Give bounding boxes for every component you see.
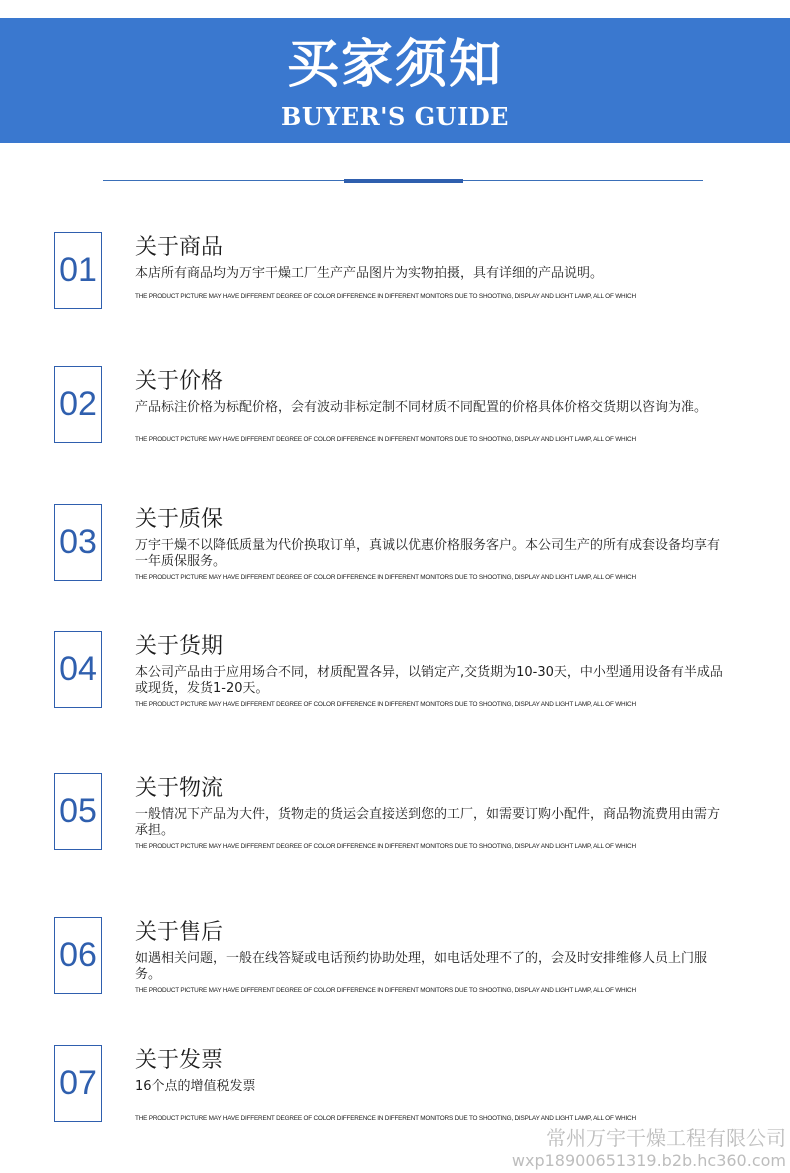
section-number: 01 <box>54 232 102 309</box>
watermark-company: 常州万宇干燥工程有限公司 <box>546 1126 786 1150</box>
page-title: 买家须知 <box>286 34 503 95</box>
section-note: THE PRODUCT PICTURE MAY HAVE DIFFERENT DEGREE OF COLOR DIFFERENCE IN DIFFERENT MONITORS DUE TO SHOOTING, DISPLAY AND LIGHT LAMP, ALL OF WHICH <box>135 1115 636 1122</box>
section-description: 本公司产品由于应用场合不同，材质配置各异，以销定产,交货期为10-30天，中小型通用设备有半成品或现货，发货1-20天。 <box>135 665 723 696</box>
section-note: THE PRODUCT PICTURE MAY HAVE DIFFERENT DEGREE OF COLOR DIFFERENCE IN DIFFERENT MONITORS DUE TO SHOOTING, DISPLAY AND LIGHT LAMP, ALL OF WHICH <box>135 436 636 443</box>
watermark-url: wxp18900651319.b2b.hc360.com <box>511 1151 786 1170</box>
section-description: 16个点的增值税发票 <box>135 1079 256 1094</box>
page-subtitle: BUYER'S GUIDE <box>281 102 509 131</box>
section-note: THE PRODUCT PICTURE MAY HAVE DIFFERENT DEGREE OF COLOR DIFFERENCE IN DIFFERENT MONITORS DUE TO SHOOTING, DISPLAY AND LIGHT LAMP, ALL OF WHICH <box>135 701 636 708</box>
section-description: 万宇干燥不以降低质量为代价换取订单，真诚以优惠价格服务客户。本公司生产的所有成套设备均享有一年质保服务。 <box>135 538 721 569</box>
section-number: 05 <box>54 773 102 850</box>
section-description: 产品标注价格为标配价格，会有波动非标定制不同材质不同配置的价格具体价格交货期以咨询为准。 <box>135 400 708 415</box>
section-note: THE PRODUCT PICTURE MAY HAVE DIFFERENT DEGREE OF COLOR DIFFERENCE IN DIFFERENT MONITORS DUE TO SHOOTING, DISPLAY AND LIGHT LAMP, ALL OF WHICH <box>135 843 636 850</box>
section-number: 07 <box>54 1045 102 1122</box>
section-description: 一般情况下产品为大件，货物走的货运会直接送到您的工厂，如需要订购小配件，商品物流费用由需方承担。 <box>135 807 721 838</box>
section-title: 关于货期 <box>135 634 224 659</box>
section-note: THE PRODUCT PICTURE MAY HAVE DIFFERENT DEGREE OF COLOR DIFFERENCE IN DIFFERENT MONITORS DUE TO SHOOTING, DISPLAY AND LIGHT LAMP, ALL OF WHICH <box>135 574 636 581</box>
section-number: 02 <box>54 366 102 443</box>
section-title: 关于发票 <box>135 1048 224 1073</box>
section-description: 本店所有商品均为万宇干燥工厂生产产品图片为实物拍摄，具有详细的产品说明。 <box>135 266 604 281</box>
header-banner <box>0 18 790 143</box>
section-number: 06 <box>54 917 102 994</box>
section-title: 关于物流 <box>135 776 224 801</box>
section-title: 关于价格 <box>135 369 224 394</box>
header-divider-accent <box>344 179 463 183</box>
section-title: 关于售后 <box>135 920 224 945</box>
section-number: 04 <box>54 631 102 708</box>
section-title: 关于商品 <box>135 235 224 260</box>
section-title: 关于质保 <box>135 507 224 532</box>
section-note: THE PRODUCT PICTURE MAY HAVE DIFFERENT DEGREE OF COLOR DIFFERENCE IN DIFFERENT MONITORS DUE TO SHOOTING, DISPLAY AND LIGHT LAMP, ALL OF WHICH <box>135 987 636 994</box>
section-note: THE PRODUCT PICTURE MAY HAVE DIFFERENT DEGREE OF COLOR DIFFERENCE IN DIFFERENT MONITORS DUE TO SHOOTING, DISPLAY AND LIGHT LAMP, ALL OF WHICH <box>135 293 636 300</box>
section-description: 如遇相关问题，一般在线答疑或电话预约协助处理，如电话处理不了的，会及时安排维修人员上门服务。 <box>135 951 708 982</box>
section-number: 03 <box>54 504 102 581</box>
